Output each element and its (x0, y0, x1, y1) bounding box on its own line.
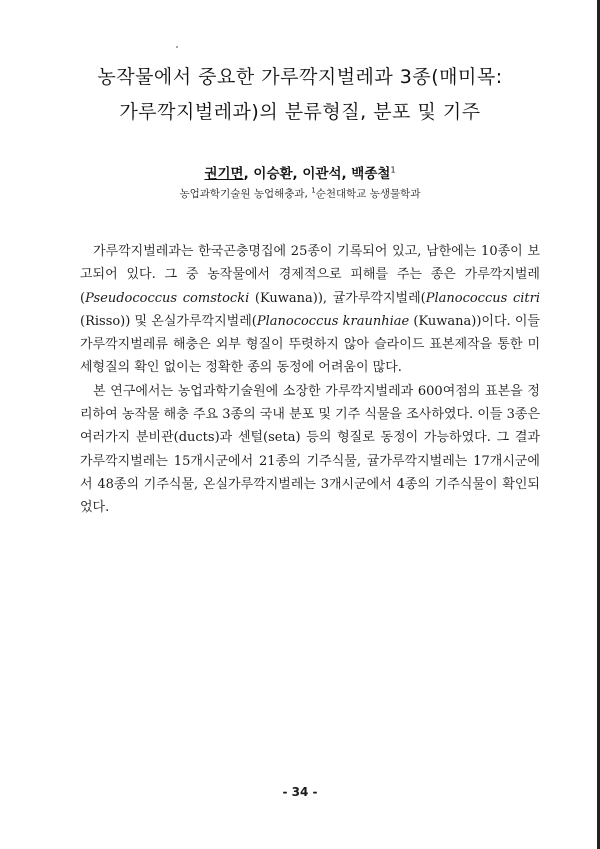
affiliation-mark: 1 (311, 186, 316, 195)
p1-text-2: (Kuwana)), 귤가루깍지벌레( (249, 290, 426, 306)
author-affiliation-mark: 1 (390, 165, 396, 175)
species-name-3: Planococcus kraunhiae (256, 313, 410, 329)
scan-dot (176, 46, 178, 48)
title-line-2: 가루깍지벌레과)의 분류형질, 분포 및 기주 (119, 101, 481, 123)
author-list (40, 162, 560, 182)
p1-text-4: (Kuwana))이다. 이들 가루깍지벌레류 해충은 외부 형질이 뚜렷하지 않아 슬라이드 표본제작을 통한 미세형질의 확인 없이는 정확한 종의 동정에 어려움이 많다. (80, 313, 540, 376)
presenting-author: 권기면 (204, 166, 244, 182)
title-line-1: 농작물에서 중요한 가루깍지벌레과 3종(매미목: (97, 66, 503, 88)
affiliation (40, 186, 560, 201)
paper-title (40, 60, 560, 130)
p1-text-3: (Risso)) 및 온실가루깍지벌레( (80, 313, 257, 329)
paragraph-2: 본 연구에서는 농업과학기술원에 소장한 가루깍지벌레과 600여점의 표본을 정리하여 농작물 해충 주요 3종의 국내 분포 및 기주 식물을 조사하였다. 이들 3종은 여러가지 분비관(ducts)과 센털(seta) 등의 형질로 동정이 가능하였다. 그 결과 가루깍지벌레는 15개시군에서 21종의 기주식물, 귤가루깍지벌레는 17개시군에서 48종의 기주식물, 온실가루깍지벌레는 3개시군에서 4종의 기주식물이 확인되었다. (80, 383, 540, 516)
species-name-1: Pseudococcus comstocki (85, 290, 250, 306)
p1-text-1: 가루깍지벌레과는 한국곤충명집에 25종이 기록되어 있고, 남한에는 10종이 보고되어 있다. 그 중 농작물에서 경제적으로 피해를 주는 종은 가루깍지벌레( (80, 244, 540, 306)
paragraph-1 (80, 240, 540, 380)
affiliation-first: 농업과학기술원 농업해충과, (179, 188, 312, 200)
other-authors: , 이승환, 이관석, 백종철 (243, 166, 391, 182)
species-name-2: Planococcus citri (425, 290, 540, 306)
page-number: - 34 - (282, 785, 318, 799)
abstract-body (80, 240, 540, 520)
affiliation-second: 순천대학교 농생물학과 (315, 188, 421, 200)
